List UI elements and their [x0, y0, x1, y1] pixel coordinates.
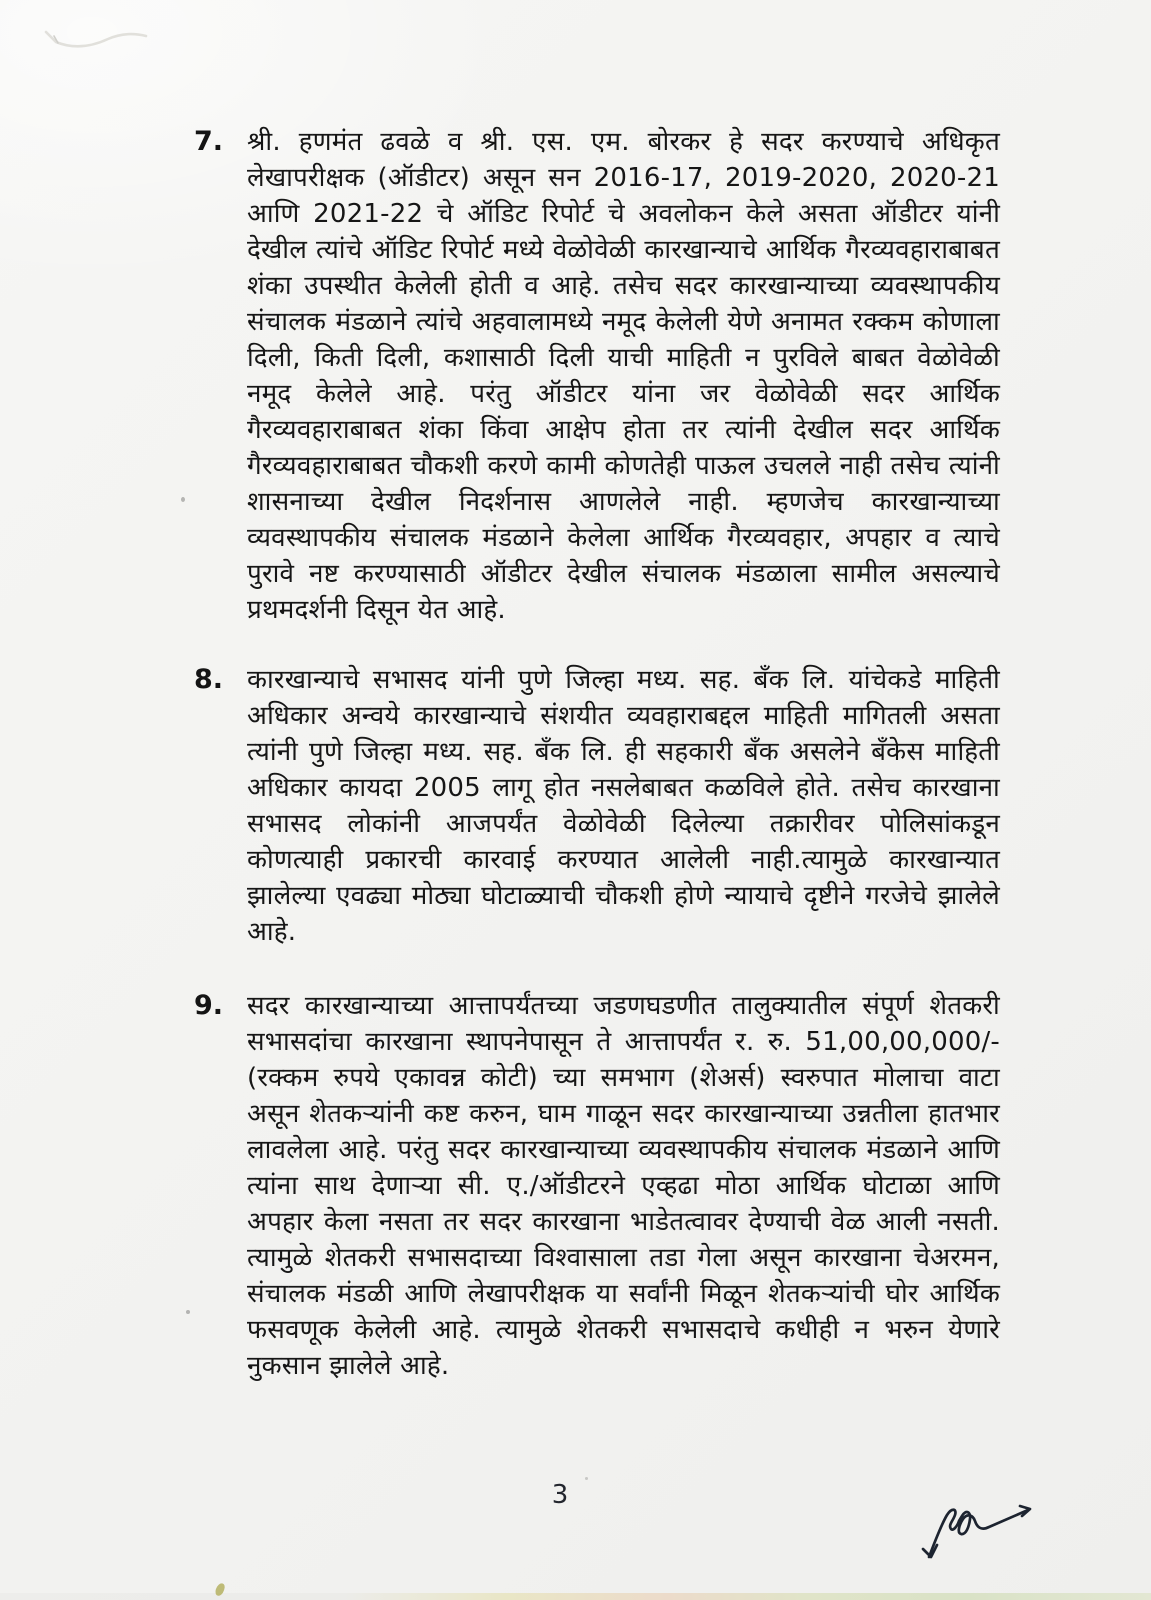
paper-crease-mark: [42, 22, 172, 56]
list-item-9: [194, 988, 1000, 1384]
signature-scribble: [920, 1502, 1055, 1564]
item-text: कारखान्याचे सभासद यांनी पुणे जिल्हा मध्य. सह. बँक लि. यांचेकडे माहिती अधिकार अन्वये कारखान्याचे संशयीत व्यवहाराबद्दल माहिती मागितली असता त्यांनी पुणे जिल्हा मध्य. सह. बँक लि. ही सहकारी बँक असलेने बँकेस माहिती अधिकार कायदा 2005 लागू होत नसलेबाबत कळविले होते. तसेच कारखाना सभासद लोकांनी आजपर्यंत वेळोवेळी दिलेल्या तक्रारीवर पोलिसांकडून कोणत्याही प्रकारची कारवाई करण्यात आलेली नाही.त्यामुळे कारखान्यात झालेल्या एवढ्या मोठ्या घोटाळ्याची चौकशी होणे न्यायाचे दृष्टीने गरजेचे झालेले आहे.: [247, 665, 1000, 947]
document-body: [194, 124, 1000, 1384]
scan-edge-strip: [0, 1593, 1151, 1600]
list-item-8: [194, 662, 1000, 950]
scan-speck: [181, 497, 185, 502]
item-text: श्री. हणमंत ढवळे व श्री. एस. एम. बोरकर हे सदर करण्याचे अधिकृत लेखापरीक्षक (ऑडीटर) असून सन 2016-17, 2019-2020, 2020-21 आणि 2021-22 चे ऑडिट रिपोर्ट चे अवलोकन केले असता ऑडीटर यांनी देखील त्यांचे ऑडिट रिपोर्ट मध्ये वेळोवेळी कारखान्याचे आर्थिक गैरव्यवहाराबाबत शंका उपस्थीत केलेली होती व आहे. तसेच सदर कारखान्याच्या व्यवस्थापकीय संचालक मंडळाने त्यांचे अहवालामध्ये नमूद केलेली येणे अनामत रक्कम कोणाला दिली, किती दिली, कशासाठी दिली याची माहिती न पुरविले बाबत वेळोवेळी नमूद केलेले आहे. परंतु ऑडीटर यांना जर वेळोवेळी सदर आर्थिक गैरव्यवहाराबाबत शंका किंवा आक्षेप होता तर त्यांनी देखील सदर आर्थिक गैरव्यवहाराबाबत चौकशी करणे कामी कोणतेही पाऊल उचलले नाही तसेच त्यांनी शासनाच्या देखील निदर्शनास आणलेले नाही. म्हणजेच कारखान्याच्या व्यवस्थापकीय संचालक मंडळाने केलेला आर्थिक गैरव्यवहार, अपहार व त्याचे पुरावे नष्ट करण्यासाठी ऑडीटर देखील संचालक मंडळाला सामील असल्याचे प्रथमदर्शनी दिसून येत आहे.: [247, 127, 1000, 625]
scan-speck: [585, 1477, 588, 1480]
item-number: 8.: [194, 664, 224, 695]
page-number: 3: [551, 1480, 569, 1510]
list-item-7: [194, 124, 1000, 628]
item-text: सदर कारखान्याच्या आत्तापर्यंतच्या जडणघडणीत तालुक्यातील संपूर्ण शेतकरी सभासदांचा कारखाना स्थापनेपासून ते आत्तापर्यंत र. रु. 51,00,00,000/- (रक्कम रुपये एकावन्न कोटी) च्या समभाग (शेअर्स) स्वरुपात मोलाचा वाटा असून शेतकऱ्यांनी कष्ट करुन, घाम गाळून सदर कारखान्याच्या उन्नतीला हातभार लावलेला आहे. परंतु सदर कारखान्याच्या व्यवस्थापकीय संचालक मंडळाने आणि त्यांना साथ देणाऱ्या सी. ए./ऑडीटरने एव्हढा मोठा आर्थिक घोटाळा आणि अपहार केला नसता तर सदर कारखाना भाडेतत्वावर देण्याची वेळ आली नसती. त्यामुळे शेतकरी सभासदाच्या विश्वासाला तडा गेला असून कारखाना चेअरमन, संचालक मंडळी आणि लेखापरीक्षक या सर्वांनी मिळून शेतकऱ्यांची घोर आर्थिक फसवणूक केलेली आहे. त्यामुळे शेतकरी सभासदाचे कधीही न भरुन येणारे नुकसान झालेले आहे.: [247, 991, 1000, 1381]
scan-speck: [186, 1310, 190, 1314]
item-number: 7.: [194, 126, 224, 157]
item-number: 9.: [194, 990, 224, 1021]
